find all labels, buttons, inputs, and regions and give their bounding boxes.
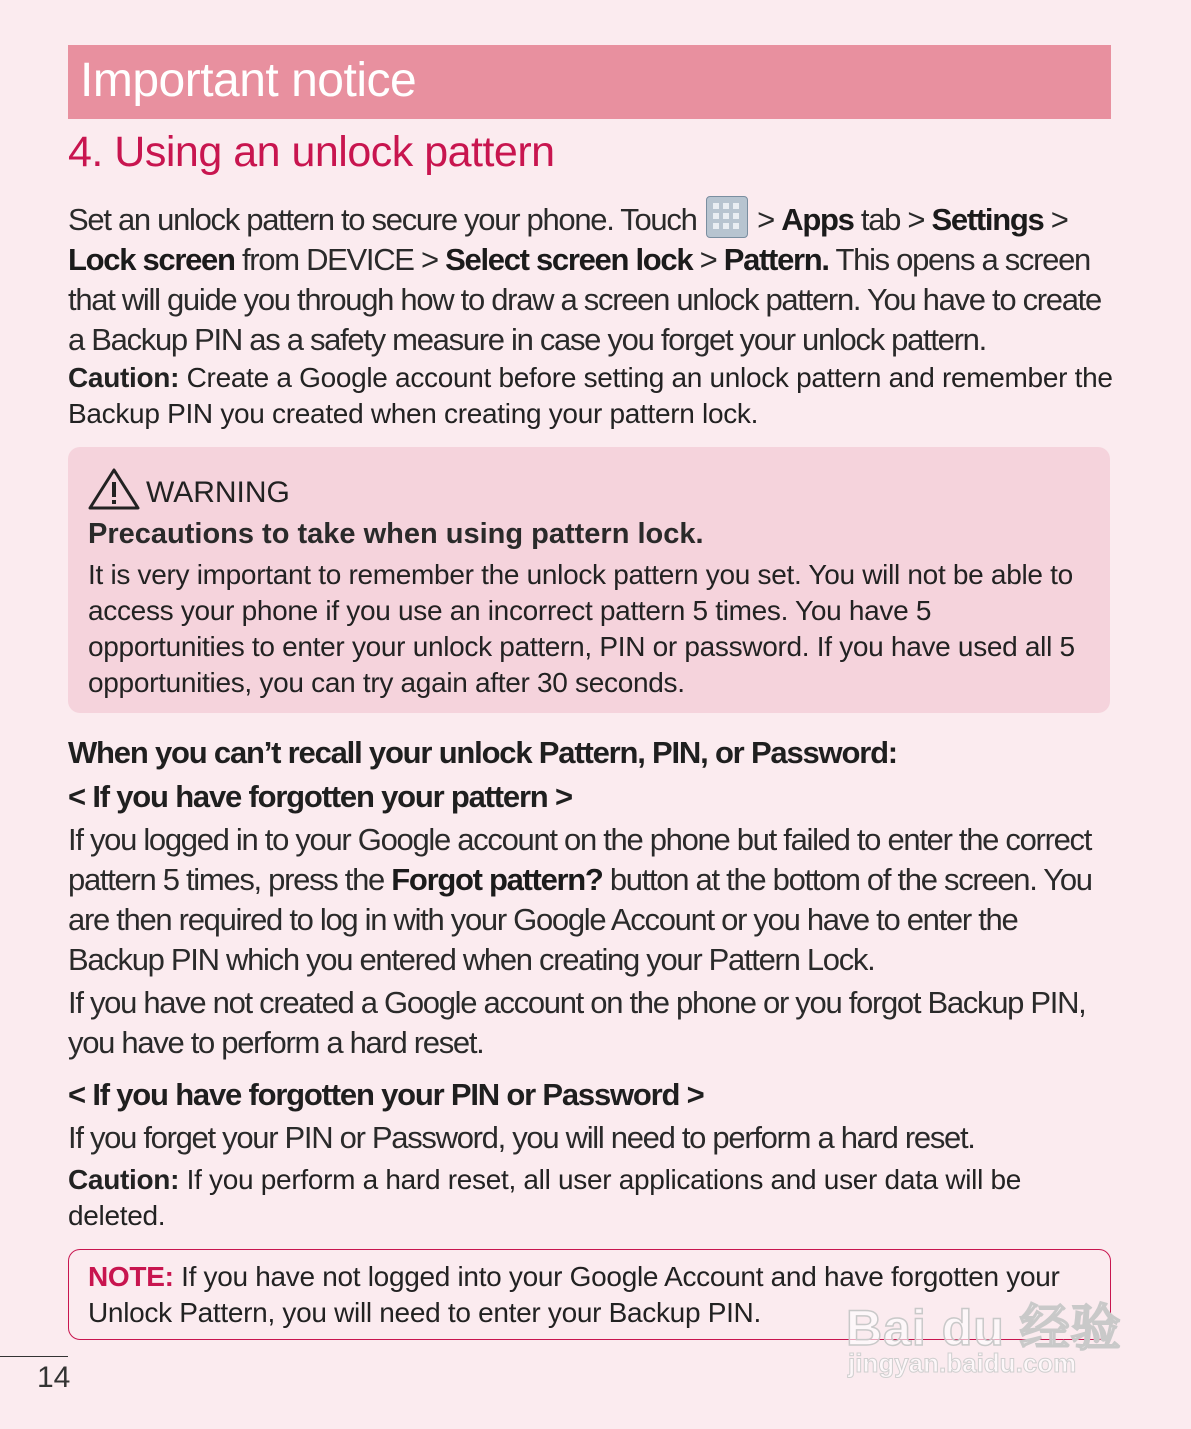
forgot-pattern-button-label: Forgot pattern? bbox=[391, 862, 603, 897]
caution2-label: Caution: bbox=[68, 1164, 180, 1195]
forgot-pin-paragraph: If you forget your PIN or Password, you will need to perform a hard reset. bbox=[68, 1120, 975, 1155]
intro-text-1: Set an unlock pattern to secure your phone. Touch bbox=[68, 202, 704, 237]
recall-heading: When you can’t recall your unlock Pattern, PIN, or Password: bbox=[68, 735, 897, 770]
settings-label: Settings bbox=[931, 202, 1044, 237]
caution-text: Create a Google account before setting an unlock pattern and remember the Backup PIN you created when creating your pattern lock. bbox=[68, 362, 1113, 429]
banner-title: Important notice bbox=[80, 54, 417, 107]
baidu-watermark bbox=[846, 1248, 1126, 1388]
pattern-label: Pattern. bbox=[723, 242, 829, 277]
intro-text-7: This opens a screen that will guide you through how to draw a screen unlock pattern. You have to create a Backup PIN as a safety measure in case you forget your unlock pattern. bbox=[68, 242, 1101, 357]
lock-screen-label: Lock screen bbox=[68, 242, 235, 277]
intro-text-3: tab > bbox=[853, 202, 932, 237]
page-number-rule bbox=[0, 1356, 68, 1357]
forgot-pattern-text-1: If you logged in to your Google account on the phone but failed to enter the correct pattern 5 times, press the bbox=[68, 822, 1092, 897]
caution-paragraph bbox=[68, 360, 1113, 432]
forgot-pattern-heading: < If you have forgotten your pattern > bbox=[68, 779, 572, 814]
caution-hard-reset bbox=[68, 1162, 1113, 1234]
intro-text-6: > bbox=[692, 242, 724, 277]
warning-subtitle: Precautions to take when using pattern lock. bbox=[88, 518, 704, 550]
intro-paragraph bbox=[68, 196, 1113, 360]
apps-label: Apps bbox=[781, 202, 854, 237]
section-title: 4. Using an unlock pattern bbox=[68, 128, 555, 176]
forgot-pattern-paragraph bbox=[68, 820, 1113, 980]
warning-text: It is very important to remember the unlock pattern you set. You will not be able to access your phone if you use an incorrect pattern 5 times. You have 5 opportunities to enter your unlock pattern, PIN or password. If you have used all 5 opportunities, you can try again after 30 seconds. bbox=[88, 559, 1075, 698]
watermark-logo: Bai du 经验 bbox=[846, 1300, 1122, 1356]
select-screen-lock-label: Select screen lock bbox=[445, 242, 693, 277]
warning-header bbox=[88, 465, 290, 511]
intro-text-5: from DEVICE > bbox=[234, 242, 446, 277]
note-text: If you have not logged into your Google Account and have forgotten your Unlock Pattern, you will need to enter your Backup PIN. bbox=[88, 1261, 1060, 1328]
watermark-url: jingyan.baidu.com bbox=[848, 1348, 1077, 1378]
warning-triangle-icon bbox=[88, 467, 140, 511]
apps-grid-icon bbox=[706, 196, 748, 238]
page-number: 14 bbox=[37, 1361, 71, 1394]
caution-label: Caution: bbox=[68, 362, 180, 393]
intro-text-4: > bbox=[1043, 202, 1068, 237]
warning-label: WARNING bbox=[146, 476, 290, 509]
section-banner bbox=[68, 45, 1111, 119]
forgot-pattern-text-2: button at the bottom of the screen. You are then required to log in with your Google Account or you have to enter the Backup PIN which you entered when creating your Pattern Lock. bbox=[68, 862, 1092, 977]
forgot-pin-heading: < If you have forgotten your PIN or Password > bbox=[68, 1077, 704, 1112]
caution2-text: If you perform a hard reset, all user applications and user data will be deleted. bbox=[68, 1164, 1022, 1231]
hard-reset-paragraph: If you have not created a Google account on the phone or you forgot Backup PIN, you have to perform a hard reset. bbox=[68, 985, 1086, 1060]
intro-text-2: > bbox=[749, 202, 782, 237]
warning-box bbox=[68, 447, 1110, 713]
note-label: NOTE: bbox=[88, 1261, 174, 1292]
